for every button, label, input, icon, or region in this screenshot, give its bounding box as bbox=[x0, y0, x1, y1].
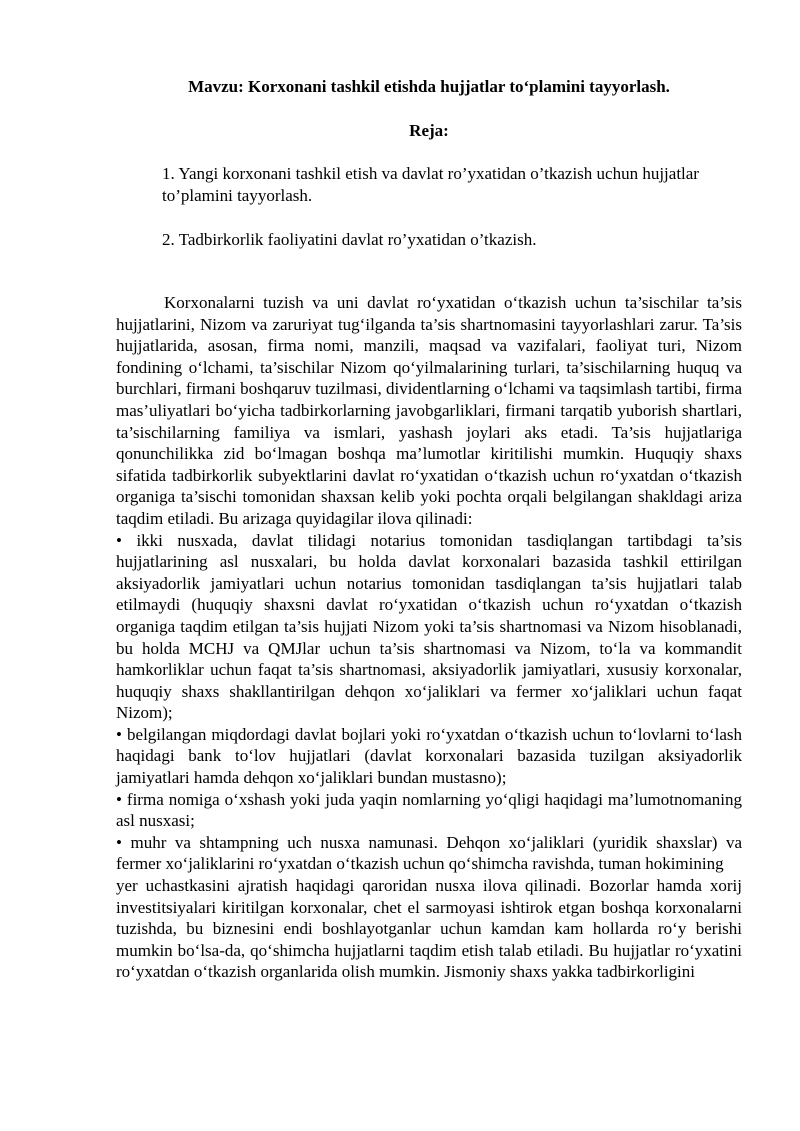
plan-item-2: 2. Tadbirkorlik faoliyatini davlat ro’yxatidan o’tkazish. bbox=[162, 230, 537, 249]
bullet-item: • firma nomiga o‘xshash yoki juda yaqin nomlarning yo‘qligi haqidagi ma’lumotnomaning asl nusxasi; bbox=[116, 789, 742, 831]
plan-item-1: 1. Yangi korxonani tashkil etish va davlat ro’yxatidan o’tkazish uchun hujjatlar to’plamini tayyorlash. bbox=[162, 164, 699, 205]
bullet-item: • belgilangan miqdordagi davlat bojlari yoki ro‘yxatdan o‘tkazish uchun to‘lovlarni to‘lash haqidagi bank to‘lov hujjatlari (davlat korxonalari bazasida tuzilgan aksiyadorlik jamiyatlari hamda dehqon xo‘jaliklari bundan mustasno); bbox=[116, 724, 742, 788]
continuation-paragraph: yer uchastkasini ajratish haqidagi qaroridan nusxa ilova qilinadi. Bozorlar hamda xorij investitsiyalari kiritilgan korxonalar, chet el sarmoyasi ishtirok etgan boshqa korxonalarni tuzishda, bu biznesini endi boshlayotganlar uchun kamdan kam hollarda ro‘y berishi mumkin bo‘lsa-da, qo‘shimcha hujjatlarni taqdim etish talab etiladi. Bu hujjatlar ro‘yxatini ro‘yxatdan o‘tkazish organlarida olish mumkin. Jismoniy shaxs yakka tadbirkorligini bbox=[116, 876, 742, 982]
body-text bbox=[116, 292, 742, 983]
intro-paragraph: Korxonalarni tuzish va uni davlat ro‘yxatidan o‘tkazish uchun ta’sischilar ta’sis hujjatlarini, Nizom va zaruriyat tug‘ilganda ta’sis shartnomasini tayyorlashlari zarur. Ta’sis hujjatlarida, asosan, firma nomi, manzili, maqsad va vazifalari, faoliyat turi, Nizom fondining o‘lchami, ta’sischilar Nizom qo‘yilmalarining turlari, ta’sischilarning huquq va burchlari, firmani boshqaruv tuzilmasi, dividentlarning o‘lchami va taqsimlash tartibi, firma mas’uliyatlari bo‘yicha tadbirkorlarning javobgarliklari, firmani tarqatib yuborish shartlari, ta’sischilarning familiya va ismlari, yashash joylari aks etadi. Ta’sis hujjatlariga qonunchilikka zid bo‘lmagan boshqa ma’lumotlar kiritilishi mumkin. Huquqiy shaxs sifatida tadbirkorlik subyektlarini davlat ro‘yxatidan o‘tkazish uchun ro‘yxatdan o‘tkazish organiga ta’sischi tomonidan shaxsan kelib yoki pochta orqali belgilangan shakldagi ariza taqdim etiladi. Bu arizaga quyidagilar ilova qilinadi: bbox=[116, 293, 743, 528]
plan-heading: Reja: bbox=[409, 121, 449, 140]
document-title: Mavzu: Korxonani tashkil etishda hujjatlar to‘plamini tayyorlash. bbox=[188, 77, 670, 96]
bullet-item: • muhr va shtampning uch nusxa namunasi. Dehqon xo‘jaliklari (yuridik shaxslar) va fermer xo‘jaliklarini ro‘yxatdan o‘tkazish uchun qo‘shimcha ravishda, tuman hokimining bbox=[116, 832, 742, 874]
bullet-item: • ikki nusxada, davlat tilidagi notarius tomonidan tasdiqlangan tartibdagi ta’sis hujjatlarining asl nusxalari, bu holda davlat korxonalari bazasida tashkil ettirilgan aksiyadorlik jamiyatlari uchun notarius tomonidan tasdiqlangan ta’sis hujjatlari talab etilmaydi (huquqiy shaxsni davlat ro‘yxatidan o‘tkazish uchun ro‘yxatdan o‘tkazish organiga taqdim etilgan ta’sis hujjati Nizom yoki ta’sis shartnomasi va Nizom hisoblanadi, bu holda MCHJ va QMJlar uchun ta’sis shartnomasi va Nizom, to‘la va kommandit hamkorliklar uchun faqat ta’sis shartnomasi, aksiyadorlik jamiyatlari, xususiy korxonalar, huquqiy shaxs shakllantirilgan dehqon xo‘jaliklari va fermer xo‘jaliklari uchun faqat Nizom); bbox=[116, 530, 742, 723]
